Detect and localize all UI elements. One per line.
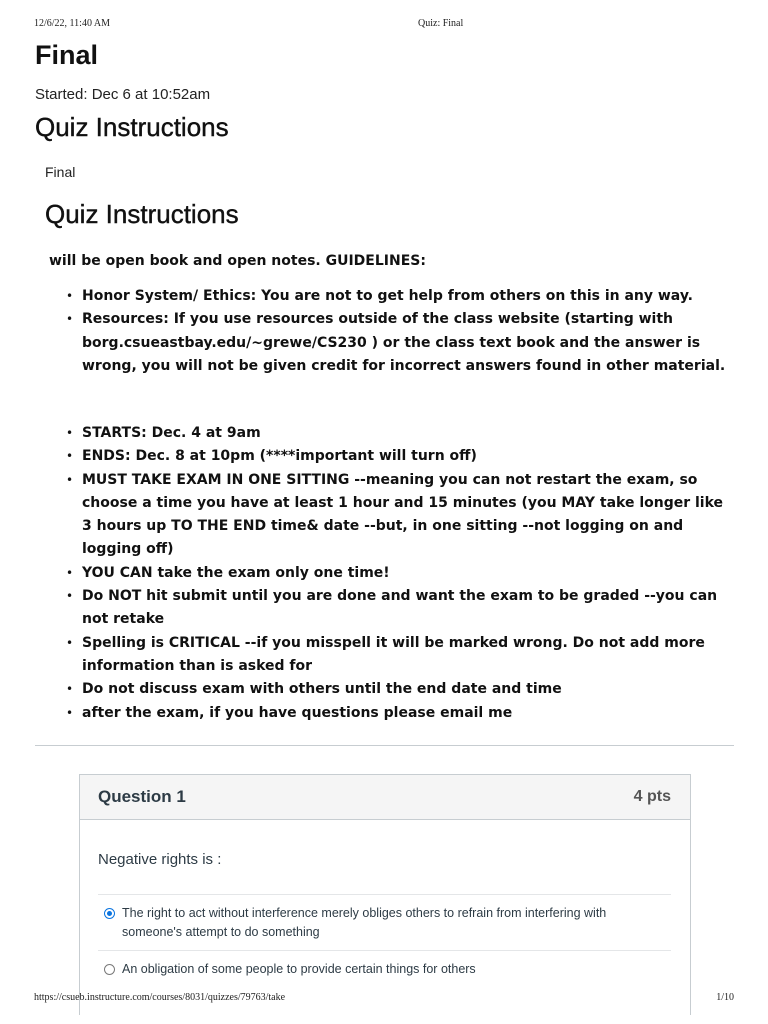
guidelines-list-1 — [82, 285, 732, 378]
print-url: https://csueb.instructure.com/courses/8031/quizzes/79763/take — [34, 992, 286, 1003]
guideline-item: • YOU CAN take the exam only one time! — [82, 562, 732, 585]
guideline-item: • STARTS: Dec. 4 at 9am — [82, 422, 732, 445]
print-page-number: 1/10 — [716, 992, 734, 1003]
guideline-item: • Spelling is CRITICAL --if you misspell it will be marked wrong. Do not add more information than is asked for — [82, 632, 732, 679]
answer-label[interactable]: An obligation of some people to provide certain things for others — [122, 962, 476, 976]
guideline-item: • MUST TAKE EXAM IN ONE SITTING --meaning you can not restart the exam, so choose a time you have at least 1 hour and 15 minutes (you MAY take longer like 3 hours up TO THE END time& date --but, in one sitting --not logging on and logging off) — [82, 469, 732, 562]
print-page-title: Quiz: Final — [418, 18, 464, 29]
instructions-intro: will be open book and open notes. GUIDELINES: — [49, 253, 426, 269]
section-divider — [35, 745, 734, 746]
radio-selected-icon[interactable] — [104, 908, 115, 919]
print-datetime: 12/6/22, 11:40 AM — [34, 18, 111, 29]
answer-label[interactable]: The right to act without interference merely obliges others to refrain from interfering with someone's attempt to do something — [122, 906, 607, 939]
quiz-instructions-heading: Quiz Instructions — [35, 112, 229, 142]
print-header — [34, 18, 734, 32]
question-points: 4 pts — [633, 788, 671, 805]
guideline-item: • ENDS: Dec. 8 at 10pm (****important will turn off) — [82, 445, 732, 468]
print-footer — [34, 992, 734, 1006]
quiz-instructions-heading-secondary: Quiz Instructions — [45, 199, 239, 229]
page-title: Final — [35, 40, 99, 70]
guideline-item: • Resources: If you use resources outside of the class website (starting with borg.csueastbay.edu/~grewe/CS230 ) or the class text book and the answer is wrong, you will not be given credit for incorrect answers found in other material. — [82, 308, 732, 378]
question-header — [80, 775, 690, 820]
question-prompt: Negative rights is : — [98, 851, 222, 868]
answer-option[interactable] — [98, 894, 671, 951]
instructions-subtitle: Final — [45, 164, 76, 180]
guideline-item: • after the exam, if you have questions please email me — [82, 702, 732, 725]
question-title: Question 1 — [98, 787, 186, 806]
guideline-item: • Do NOT hit submit until you are done and want the exam to be graded --you can not retake — [82, 585, 732, 632]
radio-unselected-icon[interactable] — [104, 964, 115, 975]
question-card — [79, 774, 691, 1015]
started-timestamp: Started: Dec 6 at 10:52am — [35, 86, 211, 103]
answer-option[interactable] — [98, 950, 671, 991]
guideline-item: • Do not discuss exam with others until the end date and time — [82, 678, 732, 701]
guideline-item: • Honor System/ Ethics: You are not to get help from others on this in any way. — [82, 285, 732, 308]
guidelines-list-2 — [82, 422, 732, 725]
